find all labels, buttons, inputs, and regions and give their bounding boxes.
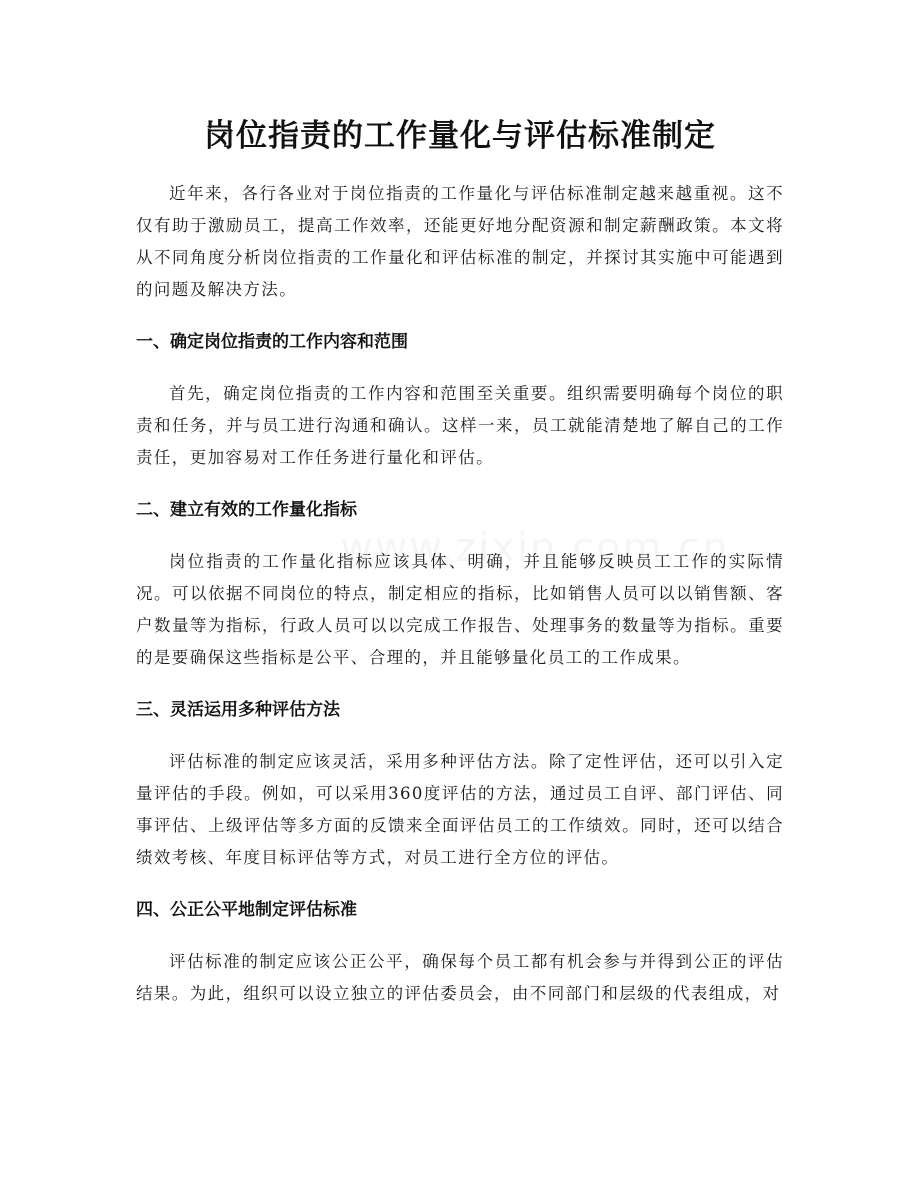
document-body <box>136 178 784 1010</box>
section-paragraph-3: 评估标准的制定应该灵活，采用多种评估方法。除了定性评估，还可以引入定量评估的手段。例如，可以采用360度评估的方法，通过员工自评、部门评估、同事评估、上级评估等多方面的反馈来全面评估员工的工作绩效。同时，还可以结合绩效考核、年度目标评估等方式，对员工进行全方位的评估。 <box>136 752 784 867</box>
intro-paragraph: 近年来，各行各业对于岗位指责的工作量化与评估标准制定越来越重视。这不仅有助于激励员工，提高工作效率，还能更好地分配资源和制定薪酬政策。本文将从不同角度分析岗位指责的工作量化和评估标准的制定，并探讨其实施中可能遇到的问题及解决方法。 <box>136 184 784 299</box>
section-paragraph-1: 首先，确定岗位指责的工作内容和范围至关重要。组织需要明确每个岗位的职责和任务，并与员工进行沟通和确认。这样一来，员工就能清楚地了解自己的工作责任，更加容易对工作任务进行量化和评估。 <box>136 384 784 467</box>
section-heading-4: 四、公正公平地制定评估标准 <box>136 900 357 920</box>
section-heading-3: 三、灵活运用多种评估方法 <box>136 700 340 720</box>
section-heading-1: 一、确定岗位指责的工作内容和范围 <box>136 332 408 352</box>
section-paragraph-2: 岗位指责的工作量化指标应该具体、明确，并且能够反映员工工作的实际情况。可以依据不同岗位的特点，制定相应的指标，比如销售人员可以以销售额、客户数量等为指标，行政人员可以以完成工作报告、处理事务的数量等为指标。重要的是要确保这些指标是公平、合理的，并且能够量化员工的工作成果。 <box>136 552 784 667</box>
document-title: 岗位指责的工作量化与评估标准制定 <box>204 118 716 154</box>
section-paragraph-4: 评估标准的制定应该公正公平，确保每个员工都有机会参与并得到公正的评估结果。为此，组织可以设立独立的评估委员会，由不同部门和层级的代表组成，对 <box>136 952 784 1003</box>
section-heading-2: 二、建立有效的工作量化指标 <box>136 500 357 520</box>
